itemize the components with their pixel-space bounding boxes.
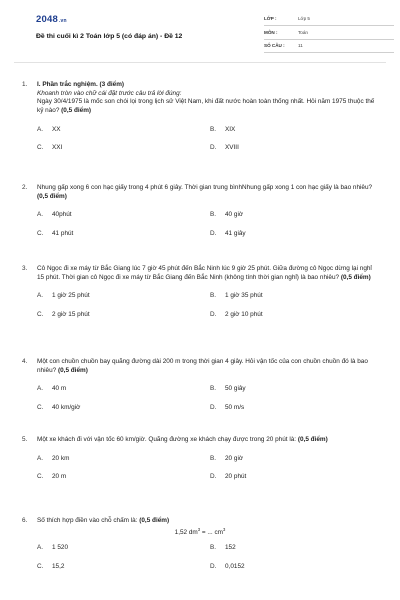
question-number: 6. [22, 517, 28, 524]
question-6 [22, 517, 378, 572]
question-number: 2. [22, 184, 28, 191]
option-a[interactable] [37, 455, 210, 464]
question-text: Một con chuồn chuồn bay quãng đường dài 200 m trong thời gian 4 giây. Hỏi vận tốc của con chuồn chuồn đó là bao nhiêu? [37, 358, 368, 374]
option-letter: C. [37, 403, 44, 411]
answer-options [22, 544, 378, 571]
question-text-wrap [37, 98, 378, 115]
option-letter: A. [37, 211, 44, 219]
option-letter: B. [210, 544, 217, 552]
option-b[interactable] [210, 544, 383, 553]
question-number: 1. [22, 81, 28, 88]
answer-options [22, 292, 378, 319]
option-letter: D. [210, 229, 217, 237]
formula [22, 526, 378, 538]
option-text: XX [52, 125, 61, 133]
option-c[interactable] [37, 563, 210, 572]
answer-options [22, 126, 378, 153]
option-c[interactable] [37, 230, 210, 239]
meta-row-class [264, 14, 394, 26]
option-letter: C. [37, 310, 44, 318]
question-2 [22, 184, 378, 239]
option-letter: C. [37, 144, 44, 152]
option-letter: A. [37, 385, 44, 393]
option-letter: C. [37, 562, 44, 570]
question-points: (0,5 điểm) [139, 517, 170, 524]
option-a[interactable] [37, 211, 210, 220]
option-text: 40 giờ [225, 211, 244, 219]
option-c[interactable] [37, 144, 210, 153]
answer-options [22, 455, 378, 482]
logo-text: 2048 [36, 14, 58, 25]
option-letter: C. [37, 473, 44, 481]
option-text: 2 giờ 10 phút [225, 310, 263, 318]
option-text: 40phút [52, 211, 72, 219]
meta-value: 11 [298, 43, 303, 49]
option-letter: B. [210, 292, 217, 300]
option-text: 1 giờ 25 phút [52, 292, 90, 300]
section-heading: I. Phần trắc nghiệm. (3 điểm) [37, 81, 125, 88]
option-b[interactable] [210, 455, 383, 464]
option-letter: C. [37, 229, 44, 237]
option-d[interactable] [210, 144, 383, 153]
option-text: 1 520 [52, 544, 68, 552]
option-text: XXI [52, 144, 63, 152]
option-letter: D. [210, 310, 217, 318]
answer-options [22, 211, 378, 238]
option-c[interactable] [37, 473, 210, 482]
option-text: 1 giờ 35 phút [225, 292, 263, 300]
logo-suffix: .vn [58, 18, 67, 24]
site-logo[interactable] [36, 14, 67, 27]
option-text: 40 km/giờ [52, 403, 81, 411]
meta-row-subject [264, 28, 394, 40]
document-title: Đề thi cuối kì 2 Toán lớp 5 (có đáp án) - Đề 12 [36, 33, 183, 40]
option-letter: B. [210, 125, 217, 133]
question-points: (0,5 điểm) [37, 192, 67, 200]
option-text: 20 m [52, 473, 67, 481]
meta-label: LỚP : [264, 16, 277, 22]
option-d[interactable] [210, 230, 383, 239]
option-b[interactable] [210, 292, 383, 301]
meta-label: MÔN : [264, 29, 278, 35]
meta-value: Toán [298, 29, 308, 35]
exam-meta [264, 14, 394, 55]
option-text: 20 km [52, 454, 70, 462]
option-letter: B. [210, 385, 217, 393]
option-text: 41 giây [225, 229, 246, 237]
formula-left: 1,52 dm [174, 528, 198, 536]
option-text: 15,2 [52, 562, 65, 570]
option-a[interactable] [37, 544, 210, 553]
question-text: Cô Ngọc đi xe máy từ Bắc Giang lúc 7 giờ 45 phút đến Bắc Ninh lúc 9 giờ 25 phút. Giữa đường cô Ngọc dừng lại nghỉ 15 phút. Thời gian cô Ngọc đi xe máy từ Bắc Giang đến Bắc Ninh (không tính thời gian nghỉ) là bao nhiêu? [37, 265, 372, 281]
meta-value: Lớp 5 [298, 16, 310, 22]
option-a[interactable] [37, 126, 210, 135]
option-d[interactable] [210, 404, 383, 413]
option-text: 41 phút [52, 229, 74, 237]
option-letter: A. [37, 544, 44, 552]
option-text: XVIII [225, 144, 239, 152]
question-1 [22, 81, 378, 153]
option-letter: D. [210, 144, 217, 152]
formula-exponent: 3 [223, 526, 226, 532]
option-text: XIX [225, 125, 236, 133]
option-letter: A. [37, 125, 44, 133]
option-text: 40 m [52, 385, 67, 393]
option-letter: D. [210, 473, 217, 481]
answer-options [22, 385, 378, 412]
option-c[interactable] [37, 404, 210, 413]
option-letter: D. [210, 403, 217, 411]
option-letter: A. [37, 292, 44, 300]
option-d[interactable] [210, 563, 383, 572]
header-divider [14, 62, 386, 63]
question-3 [22, 265, 378, 320]
option-letter: D. [210, 562, 217, 570]
option-b[interactable] [210, 211, 383, 220]
option-text: 20 phút [225, 473, 247, 481]
question-points: (0,5 điểm) [340, 273, 371, 281]
question-points: (0,5 điểm) [57, 366, 88, 374]
meta-label: SỐ CÂU : [264, 43, 285, 49]
option-text: 20 giờ [225, 454, 244, 462]
question-number: 5. [22, 436, 28, 443]
document-header [14, 0, 386, 56]
question-instruction: Khoanh tròn vào chữ cái đặt trước câu trả lời đúng: [37, 89, 182, 97]
option-letter: B. [210, 454, 217, 462]
question-number: 4. [22, 358, 28, 365]
question-4 [22, 358, 378, 413]
formula-right: = ... cm [200, 528, 223, 536]
option-b[interactable] [210, 385, 383, 394]
option-text: 2 giờ 15 phút [52, 310, 90, 318]
question-points: (0,5 điểm) [61, 106, 92, 114]
question-5 [22, 436, 378, 482]
formula-exponent: 3 [197, 526, 201, 532]
option-text: 0,0152 [225, 562, 245, 570]
option-d[interactable] [210, 311, 383, 320]
option-b[interactable] [210, 126, 383, 135]
option-letter: A. [37, 454, 44, 462]
option-a[interactable] [37, 385, 210, 394]
question-text: Nhung gấp xong 6 con hạc giấy trong 4 phút 6 giây. Thời gian trung bìnhNhung gấp xong 1 con hạc giấy là bao nhiêu? [37, 184, 373, 191]
option-a[interactable] [37, 292, 210, 301]
question-text: Số thích hợp điền vào chỗ chấm là: [37, 517, 138, 524]
option-text: 50 m/s [225, 403, 245, 411]
meta-row-question-count [264, 41, 394, 53]
option-c[interactable] [37, 311, 210, 320]
option-text: 152 [225, 544, 236, 552]
question-points: (0,5 điểm) [297, 436, 328, 443]
question-text: Ngày 30/4/1975 là mốc son chói lọi trong lịch sử Việt Nam, khi đất nước hoàn toàn thống nhất. Hỏi năm 1975 thuộc thế kỷ nào? [37, 98, 375, 114]
option-letter: B. [210, 211, 217, 219]
option-text: 50 giây [225, 385, 246, 393]
question-text: Một xe khách đi với vận tốc 60 km/giờ. Quãng đường xe khách chạy được trong 20 phút là: [37, 436, 297, 443]
question-number: 3. [22, 265, 28, 272]
option-d[interactable] [210, 473, 383, 482]
